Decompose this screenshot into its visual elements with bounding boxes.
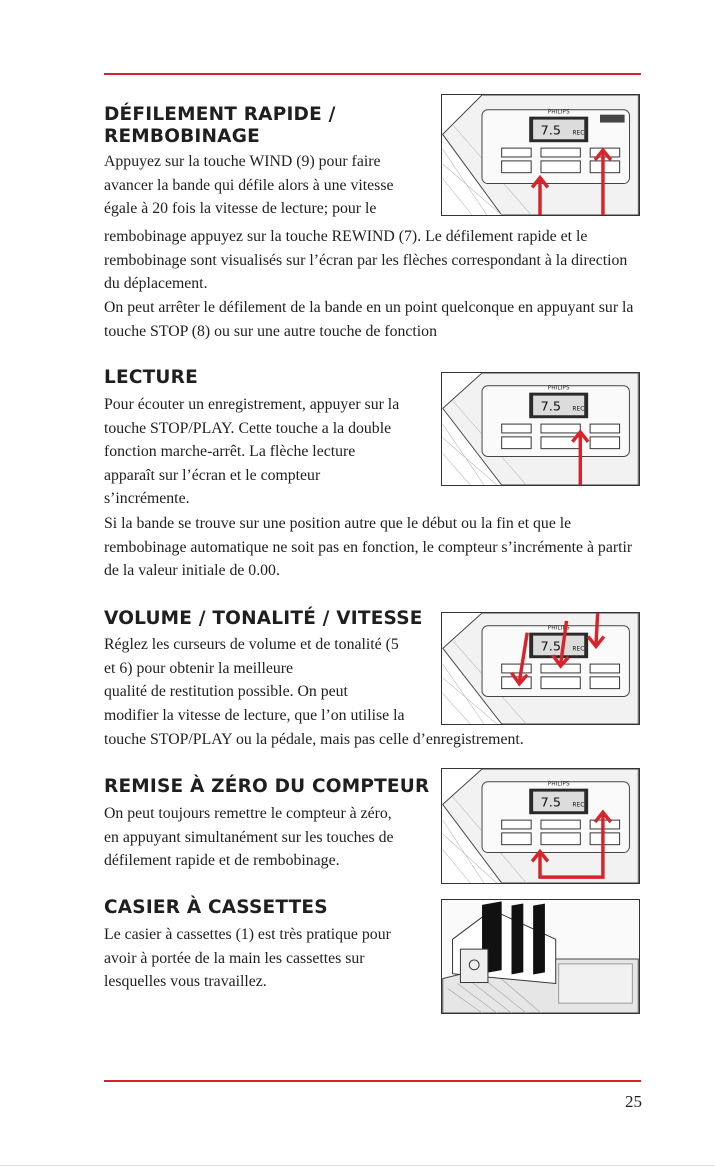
heading-line: REMBOBINAGE: [104, 126, 260, 147]
text-line: lesquelles vous travaillez.: [104, 973, 267, 991]
page-number: 25: [625, 1092, 642, 1111]
section-heading-lecture: LECTURE: [104, 367, 198, 388]
text-line: Réglez les curseurs de volume et de tonalité (5: [104, 636, 399, 653]
top-rule: [104, 73, 641, 75]
section-heading-compteur: REMISE À ZÉRO DU COMPTEUR: [104, 776, 430, 797]
text-line: modifier la vitesse de lecture, que l’on utilise la: [104, 706, 405, 724]
text-line: avoir à portée de la main les cassettes sur: [104, 949, 365, 967]
display-value: 7.5: [540, 123, 561, 139]
text-line: défilement rapide et de rembobinage.: [104, 852, 340, 870]
display-sub: REC: [572, 802, 585, 809]
cassette-holder-drawing: [443, 900, 639, 1013]
heading-line: DÉFILEMENT RAPIDE /: [104, 104, 336, 125]
section-text-lecture-wide: Si la bande se trouve sur une position autre que le début ou la fin et que le rembobinage automatique ne soit pas en fonction, le compteur s’incrémente à partir de la valeur initiale de 0.00.: [104, 515, 633, 580]
brand-label: PHILIPS: [547, 625, 570, 632]
text-line: s’incrémente.: [104, 490, 190, 508]
section-text-casier: [104, 923, 434, 994]
machine-body: [443, 373, 639, 485]
section-text-volume: [104, 633, 434, 727]
display-value: 7.5: [540, 399, 561, 415]
text-line: Pour écouter un enregistrement, appuyer sur la: [104, 396, 400, 413]
display-sub: REC: [572, 130, 585, 137]
section-heading-casier: CASIER À CASSETTES: [104, 897, 328, 918]
text-line: apparaît sur l’écran et le compteur: [104, 466, 321, 484]
section-heading-wind-rewind: [104, 104, 336, 148]
dictation-machine-play-icon: [441, 372, 640, 486]
text-line: en appuyant simultanément sur les touches de: [104, 828, 394, 846]
cassette-holder-icon: [441, 899, 640, 1014]
section-text-wind-rewind-wide: rembobinage appuyez sur la touche REWIND (7). Le défilement rapide et le rembobinage sont visualisés sur l’écran par les flèches correspondant à la direction du déplacement.: [104, 228, 628, 293]
dictation-machine-counter-reset-icon: [441, 768, 640, 884]
text-line: égale à 20 fois la vitesse de lecture; pour le: [104, 200, 377, 218]
display-sub: REC: [572, 406, 585, 413]
brand-label: PHILIPS: [547, 781, 570, 788]
text-line: fonction marche-arrêt. La flèche lecture: [104, 443, 356, 461]
text-line: Appuyez sur la touche WIND (9) pour faire: [104, 153, 381, 170]
bottom-rule: [104, 1080, 641, 1082]
section-text-wind-rewind: [104, 150, 434, 221]
section-text-compteur: [104, 802, 434, 873]
text-line: Le casier à cassettes (1) est très pratique pour: [104, 926, 391, 943]
dictation-machine-wind-rewind-icon: [441, 94, 640, 216]
brand-label: PHILIPS: [547, 109, 570, 116]
text-line: touche STOP/PLAY. Cette touche a la double: [104, 419, 392, 437]
display-sub: REC: [572, 646, 585, 653]
footer-line: [0, 1165, 715, 1166]
text-line: On peut toujours remettre le compteur à zéro,: [104, 805, 392, 822]
machine-body: [443, 613, 638, 724]
brand-label: PHILIPS: [547, 385, 570, 392]
text-line: et 6) pour obtenir la meilleure: [104, 659, 294, 677]
text-line: qualité de restitution possible. On peut: [104, 683, 348, 701]
text-line: avancer la bande qui défile alors à une vitesse: [104, 176, 394, 194]
display-value: 7.5: [540, 795, 561, 811]
display-value: 7.5: [540, 639, 561, 655]
section-heading-volume: VOLUME / TONALITÉ / VITESSE: [104, 608, 423, 629]
section-text-stop-note: On peut arrêter le défilement de la bande en un point quelconque en appuyant sur la touche STOP (8) ou sur une autre touche de fonction: [104, 299, 634, 340]
dictation-machine-sliders-icon: [441, 612, 640, 725]
section-text-lecture: [104, 393, 434, 511]
section-text-volume-wide: touche STOP/PLAY ou la pédale, mais pas celle d’enregistrement.: [104, 731, 524, 748]
